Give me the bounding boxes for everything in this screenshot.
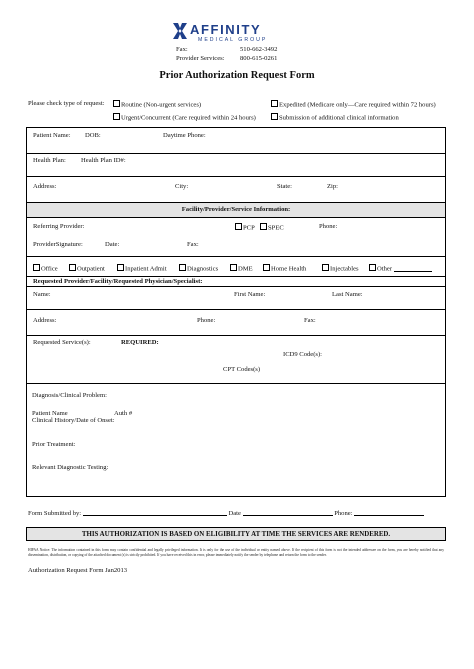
option-routine-label: Routine (Non-urgent services) — [121, 101, 202, 109]
requested-services-label: Requested Service(s): — [33, 339, 91, 346]
checkbox-office[interactable] — [33, 264, 40, 271]
zip-label: Zip: — [327, 183, 338, 190]
row-requested-services — [26, 336, 446, 384]
option-additional-info-label: Submission of additional clinical information — [279, 114, 399, 122]
checkbox-other[interactable] — [369, 264, 376, 271]
state-label: State: — [277, 183, 293, 190]
row-requested-address — [26, 310, 446, 336]
dob-label: DOB: — [85, 132, 101, 139]
requested-last-name-label: Last Name: — [332, 291, 363, 298]
logo-subtitle: MEDICAL GROUP — [198, 37, 268, 43]
service-home-health-label: Home Health — [271, 265, 307, 273]
hipaa-text: The information contained in this form may contain confidential and legally privileged information. It is only for the use of the individual or entity named above. If the recipient of this form is not the intended addressee on the form, you are hereby notified that any dissemination, distribution, or copying of the attached document (s) is strictly prohibited. If you have received this in error, please immediately notify the sender by telephone and return the form to the sender. — [28, 548, 444, 557]
clinical-area — [26, 384, 446, 497]
checkbox-injectables[interactable] — [322, 264, 329, 271]
service-outpatient[interactable] — [69, 264, 105, 274]
requested-address-label: Address: — [33, 317, 57, 324]
checkbox-urgent[interactable] — [113, 113, 120, 120]
service-inpatient[interactable] — [117, 264, 167, 274]
submitted-by-line[interactable] — [83, 509, 227, 516]
health-plan-label: Health Plan: — [33, 157, 66, 164]
logo — [170, 21, 290, 47]
spec-option[interactable] — [260, 223, 284, 233]
health-plan-id-label: Health Plan ID#: — [81, 157, 126, 164]
option-additional-info[interactable] — [271, 113, 399, 123]
checkbox-home-health[interactable] — [263, 264, 270, 271]
logo-word: AFFINITY — [190, 22, 262, 37]
provider-signature-label: ProviderSignature: — [33, 241, 83, 248]
row-health-plan — [26, 154, 446, 177]
checkbox-additional-info[interactable] — [271, 113, 278, 120]
clinical-history-label: Clinical History/Date of Onset: — [32, 417, 115, 424]
service-home-health[interactable] — [263, 264, 306, 274]
cpt-label: CPT Codes(s) — [223, 366, 261, 373]
patient-name-label: Patient Name: — [33, 132, 71, 139]
fax-label: Fax: — [176, 46, 188, 53]
service-dme-label: DME — [238, 265, 253, 273]
requested-name-label: Name: — [33, 291, 51, 298]
other-line[interactable] — [394, 265, 432, 272]
requested-first-name-label: First Name: — [234, 291, 266, 298]
fax-number: 510-662-3492 — [240, 46, 278, 53]
row-referring — [26, 218, 446, 257]
referring-provider-label: Referring Provider: — [33, 223, 85, 230]
requested-fax-label: Fax: — [304, 317, 316, 324]
row-requested-name — [26, 287, 446, 310]
city-label: City: — [175, 183, 189, 190]
diagnosis-label: Diagnosis/Clinical Problem: — [32, 392, 107, 399]
checkbox-diagnostics[interactable] — [179, 264, 186, 271]
eligibility-banner-text: THIS AUTHORIZATION IS BASED ON ELIGIBILITY AT TIME THE SERVICES ARE RENDERED. — [81, 530, 391, 538]
diagnostic-testing-label: Relevant Diagnostic Testing: — [32, 464, 109, 471]
row-service-types — [26, 257, 446, 277]
checkbox-expedited[interactable] — [271, 100, 278, 107]
spec-label: SPEC — [268, 224, 284, 232]
request-type-prompt: Please check type of request: — [28, 100, 105, 107]
facility-heading-band — [26, 203, 446, 218]
requested-heading: Requested Provider/Facility/Requested Physician/Specialist: — [33, 278, 203, 285]
row-requested-heading — [26, 277, 446, 287]
service-office-label: Office — [41, 265, 58, 273]
service-other-label: Other — [377, 265, 393, 273]
submitted-by-label: Form Submitted by: — [28, 510, 82, 517]
provider-services-number: 800-615-0261 — [240, 55, 278, 62]
facility-heading: Facility/Provider/Service Information: — [181, 206, 291, 213]
checkbox-outpatient[interactable] — [69, 264, 76, 271]
service-dme[interactable] — [230, 264, 253, 274]
row-patient — [26, 127, 446, 154]
pcp-option[interactable] — [235, 223, 255, 233]
service-injectables[interactable] — [322, 264, 359, 274]
pcp-label: PCP — [243, 224, 255, 232]
daytime-phone-label: Daytime Phone: — [163, 132, 206, 139]
service-inpatient-label: Inpatient Admit — [125, 265, 167, 273]
eligibility-banner — [26, 527, 446, 541]
option-expedited[interactable] — [271, 100, 436, 110]
option-urgent[interactable] — [113, 113, 256, 123]
form-id: Authorization Request Form Jan2013 — [28, 567, 128, 574]
service-outpatient-label: Outpatient — [77, 265, 105, 273]
logo-mark-icon — [172, 22, 188, 40]
page-title: Prior Authorization Request Form — [159, 70, 315, 81]
service-diagnostics-label: Diagnostics — [187, 265, 219, 273]
hipaa-label: HIPAA Notice: — [28, 548, 51, 552]
service-other[interactable] — [369, 264, 432, 274]
service-injectables-label: Injectables — [330, 265, 359, 273]
submitted-phone-label: Phone: — [334, 510, 353, 517]
service-office[interactable] — [33, 264, 58, 274]
address-label: Address: — [33, 183, 57, 190]
clinical-auth-label: Auth # — [114, 410, 133, 417]
provider-services-label: Provider Services: — [176, 55, 225, 62]
checkbox-spec[interactable] — [260, 223, 267, 230]
clinical-patient-name-label: Patient Name — [32, 410, 68, 417]
submitted-phone-line[interactable] — [354, 509, 424, 516]
checkbox-dme[interactable] — [230, 264, 237, 271]
option-urgent-label: Urgent/Concurrent (Care required within 24 hours) — [121, 114, 256, 122]
submitted-date-label: Date — [228, 510, 241, 517]
submitted-date-line[interactable] — [243, 509, 333, 516]
submitted-by-row — [28, 509, 424, 518]
provider-fax-label: Fax: — [187, 241, 199, 248]
row-address — [26, 177, 446, 203]
requested-phone-label: Phone: — [197, 317, 216, 324]
hipaa-notice — [28, 548, 444, 557]
provider-phone-label: Phone: — [319, 223, 338, 230]
checkbox-routine[interactable] — [113, 100, 120, 107]
required-label: REQUIRED: — [121, 339, 159, 346]
provider-date-label: Date: — [105, 241, 120, 248]
option-routine[interactable] — [113, 100, 201, 110]
prior-treatment-label: Prior Treatment: — [32, 441, 76, 448]
checkbox-pcp[interactable] — [235, 223, 242, 230]
icd9-label: ICD9 Code(s): — [283, 351, 323, 358]
checkbox-inpatient[interactable] — [117, 264, 124, 271]
service-diagnostics[interactable] — [179, 264, 218, 274]
option-expedited-label: Expedited (Medicare only—Care required within 72 hours) — [279, 101, 436, 109]
